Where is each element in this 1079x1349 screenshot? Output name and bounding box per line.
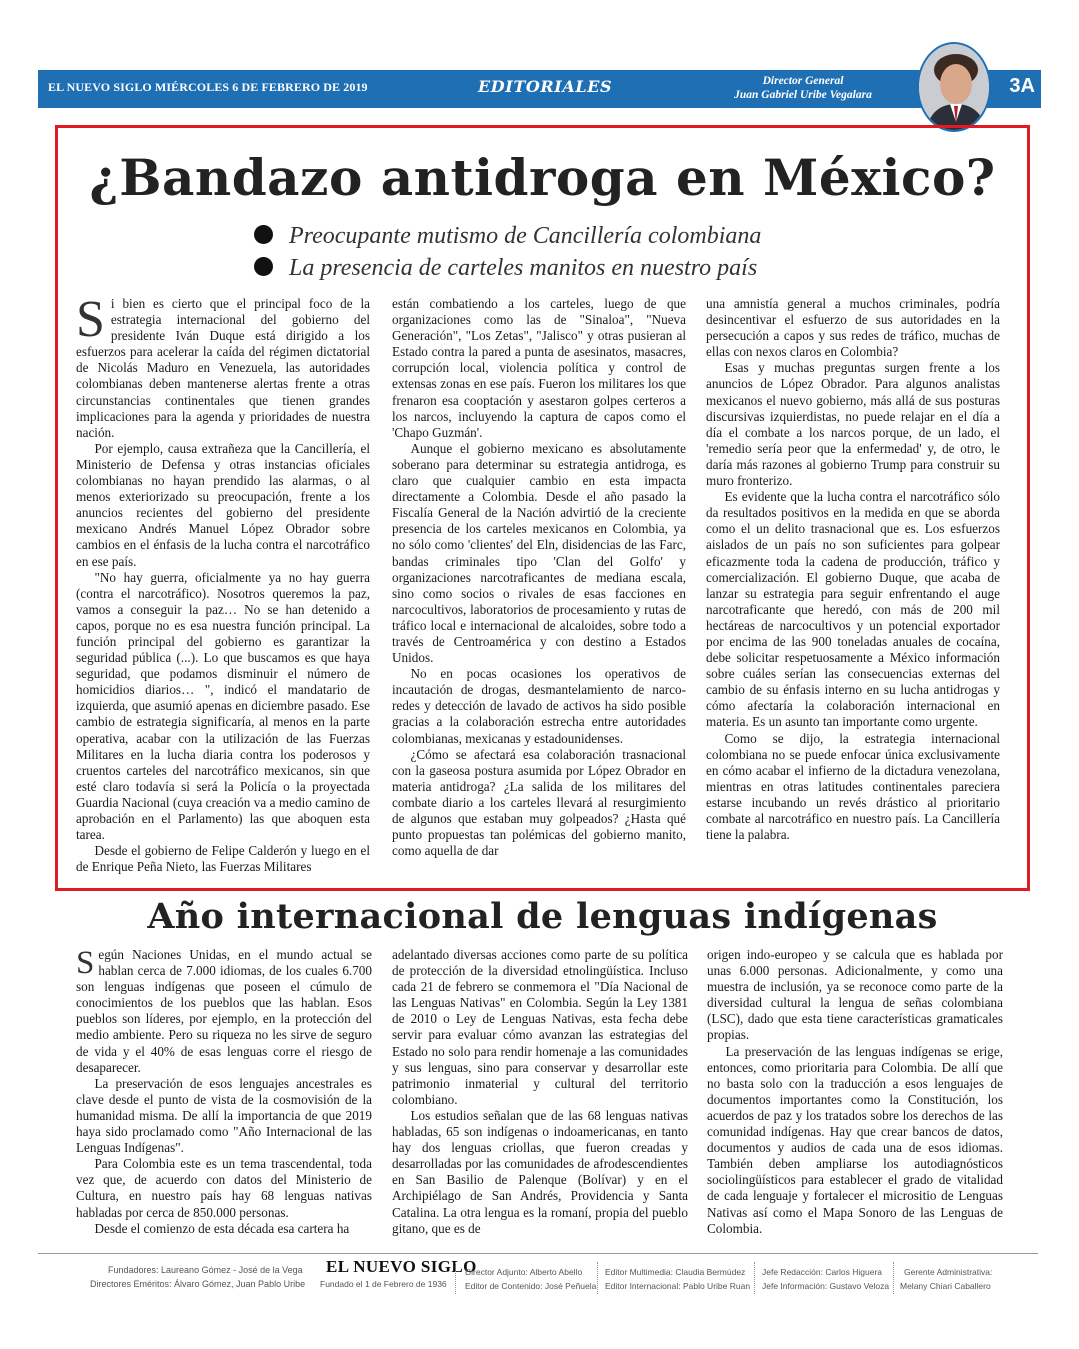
footer-founded: Fundado el 1 de Febrero de 1936	[320, 1279, 447, 1289]
footer-separator	[893, 1262, 894, 1294]
drop-cap: S	[76, 945, 95, 981]
paragraph: Desde el gobierno de Felipe Calderón y luego en el de Enrique Peña Nieto, las Fuerzas Militares	[76, 843, 370, 875]
paragraph: Aunque el gobierno mexicano es absolutamente soberano para determinar su estrategia antidroga, es claro que cualquier cambio en esta impacta directamente a Colombia. Desde el año pasado la Fiscalía General de la Nación advirtió de la creciente presencia de los carteles mexicanos en Colombia, ya no sólo como 'clientes' del Eln, disidencias de las Farc, bandas criminales tipo 'Clan del Golfo' y organizaciones narcotraficantes de mediana escala, sino como socios o rivales de esas facciones en narcocultivos, laboratorios de procesamiento y rutas de tráfico local e internacional de alcaloides, sobre todo a través de Centroamérica y con destino a Estados Unidos.	[392, 440, 686, 666]
paragraph: origen indo-europeo y se calcula que es hablada por unas 6.000 personas. Adicionalmente, y como una muestra de inclusión, ya se reconoce como parte de la diversidad cultural la lengua de señas colombiana (LSC), dado que esta tiene características gramaticales propias.	[707, 947, 1003, 1043]
paragraph: No en pocas ocasiones los operativos de incautación de drogas, desmantelamiento de narco-redes y detección de lavado de activos ha sido posible gracias a la colaboración estrecha entre autoridades colombianas, mexicanas y estadounidenses.	[392, 666, 686, 746]
editorial-column-3	[706, 296, 1000, 843]
footer-informacion: Jefe Información: Gustavo Veloza	[762, 1281, 890, 1291]
paragraph: Para Colombia este es un tema trascendental, toda vez que, de acuerdo con datos del Ministerio de Cultura, en nuestro país hay 68 lenguas nativas habladas por cerca de 850.000 personas.	[76, 1156, 372, 1220]
date-line: EL NUEVO SIGLO MIÉRCOLES 6 DE FEBRERO DE 2019	[48, 80, 368, 94]
footer-separator	[597, 1262, 598, 1294]
drop-cap: S	[76, 291, 105, 348]
paragraph: La preservación de las lenguas indígenas se erige, entonces, como prioritaria para Colombia. De allí que no basta solo con la traducción a esos lenguajes de documentos importantes como la Constitución, los acuerdos de paz y los tratados sobre los derechos de las comunidad indígenas. Hay que crear bancos de datos, documentos y audios de cada una de esos idiomas. También deben ampliarse los autodiagnósticos sociolingüísticos para establecer el grado de vitalidad de cada lenguaje y fortalecer el micrositio de Lenguas Nativas así como el Mapa Sonoro de las Lenguas de Colombia.	[707, 1043, 1003, 1236]
paragraph: Es evidente que la lucha contra el narcotráfico sólo da resultados positivos en la medida en que se aborda como el un delito trasnacional que es. Los esfuerzos aislados de un país no son suficientes para golpear eficazmente toda la cadena de producción, tráfico y comercialización. El gobierno Duque, que acaba de lanzar su estrategia para seguir enfrentando el auge narcotraficante que heredó, con más de 200 mil hectáreas de narcocultivos y un potencial exportador por encima de las 900 toneladas anuales de cocaína, debe solicitar respetuosamente a México información sobre cuáles serían las consecuencias externas del cambio de su énfasis interno en su lucha antidrogas y cómo afectaría la colaboración internacional en materia. Es un asunto tan importante como urgente.	[706, 489, 1000, 730]
footer-emeritus: Directores Eméritos: Álvaro Gómez, Juan Pablo Uribe	[90, 1279, 306, 1289]
paragraph: adelantado diversas acciones como parte de su política de protección de la diversidad etnolingüística. Incluso cada 21 de febrero se conmemora el "Día Nacional de las Lenguas Nativas" en Colombia. Según la Ley 1381 de 2010 o Ley de Lenguas Nativas, esta fecha debe servir para evaluar cómo avanzan las estrategias del Estado no solo para rendir homenaje a las comunidades y sus lenguas, sino para conservar y desarrollar este patrimonio inmaterial y cultural del territorio colombiano.	[392, 947, 688, 1107]
page-number: 3A	[1009, 75, 1035, 97]
footer-adjunto: Director Adjunto: Alberto Abello	[465, 1267, 583, 1277]
second-editorial-column-3	[707, 947, 1003, 1237]
director-title: Director General	[762, 75, 844, 87]
director-portrait	[917, 42, 991, 132]
masthead-logo: EL NUEVO SIGLO	[326, 1257, 477, 1276]
paragraph: Según Naciones Unidas, en el mundo actual se hablan cerca de 7.000 idiomas, de los cuales 6.700 son lenguas indígenas que poseen el cúmulo de conocimientos de los pueblos que las hablan. Esos pueblos son líderes, por ejemplo, en la protección del medio ambiente. Pero su riqueza no les sirve de seguro de vida y el 40% de esas lenguas corre el riesgo de desaparecer.	[76, 945, 372, 1075]
footer-gerente-title: Gerente Administrativa:	[904, 1267, 993, 1277]
paragraph: una amnistía general a muchos criminales, podría desincentivar el esfuerzo de sus autoridades en la persecución a capos y sus redes de tráfico, muchas de ellas con nexos claros en Colombia?	[706, 296, 1000, 360]
paragraph: La preservación de esos lenguajes ancestrales es clave desde el punto de vista de la cosmovisión de la humanidad misma. De allí la importancia de que 2019 haya sido proclamado como "Año Internacional de las Lenguas Indígenas".	[76, 1075, 372, 1156]
footer-multimedia: Editor Multimedia: Claudia Bermúdez	[605, 1267, 746, 1277]
footer-founders: Fundadores: Laureano Gómez - José de la Vega	[108, 1265, 303, 1275]
footer-internacional: Editor Internacional: Pablo Uribe Ruan	[605, 1281, 751, 1291]
paragraph: "No hay guerra, oficialmente ya no hay guerra (contra el narcotráfico). Nosotros queremos la paz, vamos a conseguir la paz… No se han detenido a capos, porque no es esa nuestra función principal. La función principal del gobierno es garantizar la seguridad pública (...). Lo que buscamos es que haya seguridad, que podamos disminuir el número de homicidios diarios… ", indicó el mandatario de izquierda, que asumió apenas en diciembre pasado. Ese cambio de estrategia significaría, al menos en la parte operativa, acabar con la utilización de las Fuerzas Militares en la lucha diaria contra los poderosos y cruentos carteles del narcotráfico mexicanos, sin que esté claro todavía si será la Policía o la proyectada Guardia Nacional (cuya creación va a medio camino de aprobación en el Parlamento) las que aboquen esta tarea.	[76, 569, 370, 843]
footer-contenido: Editor de Contenido: José Peñuela	[465, 1281, 597, 1291]
director-name: Juan Gabriel Uribe Vegalara	[734, 89, 872, 101]
paragraph: Esas y muchas preguntas surgen frente a los anuncios de López Obrador. Para algunos analistas mexicanos el nuevo gobierno, más allá de sus posturas discursivas izquierdistas, no puede relajar en el día a día el combate a los narcos porque, de un lado, el 'remedio sería peor que la enfermedad' y, de otro, le daría más razones al gobierno Trump para construir su muro fronterizo.	[706, 360, 1000, 489]
director-credit	[688, 74, 918, 102]
footer-separator	[455, 1262, 456, 1294]
editorial-headline: ¿Bandazo antidroga en México?	[89, 148, 996, 207]
section-title: EDITORIALES	[478, 77, 613, 96]
bullet-icon	[254, 225, 273, 244]
page-header-band	[38, 70, 1041, 108]
paragraph: están combatiendo a los carteles, luego de que organizaciones como las de "Sinaloa", "Nueva Generación", "Los Zetas", "Jalisco" y otras pusieran al Estado contra la pared a punta de asesinatos, masacres, corrupción local, violencia política y control de extensas zonas en ese país. Fueron los militares los que frenaron esa cooptación y asestaron golpes certeros a los narcos, incluyendo la captura de capos como el 'Chapo Guzmán'.	[392, 296, 686, 440]
bullet-icon	[254, 257, 273, 276]
paragraph: Los estudios señalan que de las 68 lenguas nativas habladas, 65 son indígenas o indoamericanas, en tanto hay dos lenguas criollas, que fueron creadas y desarrolladas por las comunidades de afrodescendientes en San Basilio de Palenque (Bolívar) y en el Archipiélago de San Andrés, Providencia y Santa Catalina. La otra lengua es la romaní, propia del pueblo gitano, que es de	[392, 1107, 688, 1236]
paragraph: Como se dijo, la estrategia internacional colombiana no se puede enfocar única exclusivamente en cómo acabar el infierno de la dictadura venezolana, mientras en otras latitudes continentales pareciera estarse incubando un revés drástico al prioritario combate al narcotráfico en nuestro país. La Cancillería tiene la palabra.	[706, 730, 1000, 843]
paragraph: Si bien es cierto que el principal foco de la estrategia internacional del gobierno del presidente Iván Duque está dirigido a los esfuerzos para acelerar la caída del régimen dictatorial de Nicolás Maduro en Venezuela, las autoridades colombianas deben mantenerse alertas frente a otras circunstancias continentales que tienen grandes implicaciones para la agenda y prioridades de nuestra nación.	[76, 291, 370, 440]
paragraph: Por ejemplo, causa extrañeza que la Cancillería, el Ministerio de Defensa y otras instancias oficiales colombianas no hayan prendido las alarmas, o al menos exteriorizado su preocupación, frente a los anuncios recientes del gobierno del presidente mexicano Andrés Manuel López Obrador sobre cambios en el énfasis de la lucha contra el narcotráfico en ese país.	[76, 440, 370, 569]
editorial-subtitle-2	[254, 255, 757, 282]
paragraph: ¿Cómo se afectará esa colaboración trasnacional con la gaseosa postura asumida por López Obrador en materia antidroga? ¿La salida de los militares del combate diario a los carteles llevará al resurgimiento de algunos que estaban muy golpeados? ¿Hasta qué punto propuestas tan polémicas del gobierno manito, como aquella de dar	[392, 746, 686, 859]
footer-separator	[754, 1262, 755, 1294]
second-editorial-column-1	[76, 947, 372, 1237]
paragraph: Desde el comienzo de esta década esa cartera ha	[94, 1220, 350, 1236]
footer-divider	[38, 1253, 1038, 1254]
second-editorial-column-2	[392, 947, 688, 1237]
editorial-subtitle-1	[254, 223, 761, 250]
subtitle-text: Preocupante mutismo de Cancillería colombiana	[289, 223, 762, 249]
footer-redaccion: Jefe Redacción: Carlos Higuera	[762, 1267, 883, 1277]
subtitle-text: La presencia de carteles manitos en nuestro país	[289, 255, 758, 281]
editorial-column-1	[76, 291, 370, 875]
editorial-column-2	[392, 296, 686, 859]
second-editorial-headline: Año internacional de lenguas indígenas	[147, 896, 938, 937]
footer-gerente-name: Melany Chiari Caballero	[900, 1281, 991, 1291]
